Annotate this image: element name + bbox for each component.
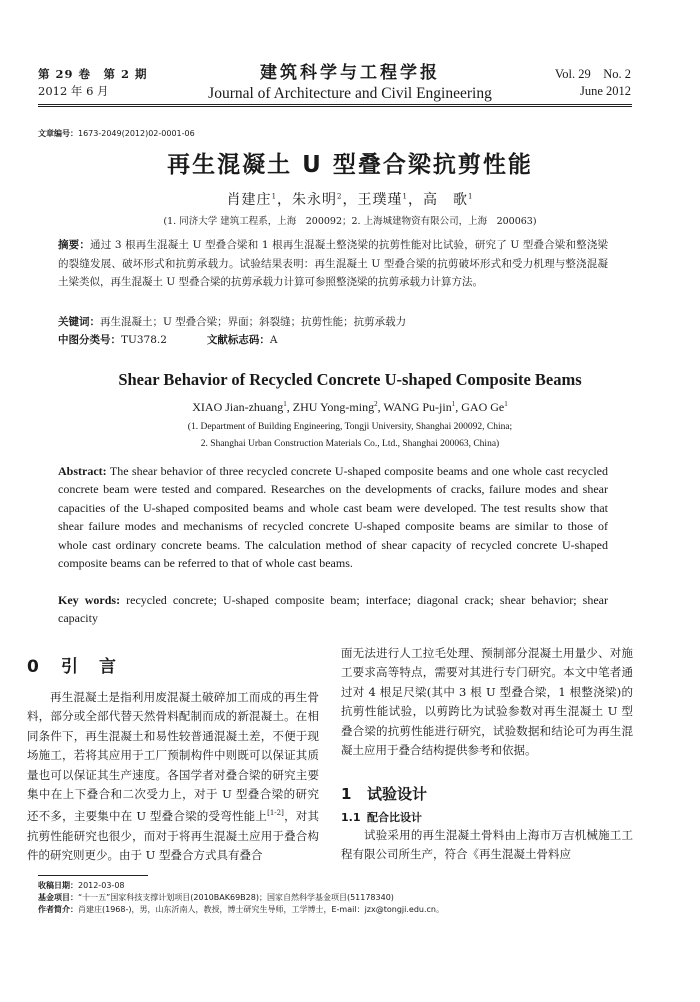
footnote-author xyxy=(38,904,638,916)
author-cn: 王璞瑾 xyxy=(357,192,403,208)
keywords-cn xyxy=(58,313,618,331)
paper-title-en: Shear Behavior of Recycled Concrete U-shaped Composite Beams xyxy=(118,370,582,389)
affiliation-en-line: 2. Shanghai Urban Construction Materials Co., Ltd., Shanghai 200063, China) xyxy=(200,439,500,449)
author-separator: , xyxy=(455,400,462,414)
section-1-heading xyxy=(341,783,427,804)
volume-issue-en: Vol. 29 No. 2 xyxy=(554,67,631,81)
header-rule xyxy=(38,104,632,105)
received-date: 2012-03-08 xyxy=(78,881,125,890)
article-number-value: 1673-2049(2012)02-0001-06 xyxy=(78,129,195,138)
author-en: GAO Ge xyxy=(461,400,505,414)
subsection-1-1-number: 1.1 xyxy=(341,811,361,824)
intro-paragraph xyxy=(27,688,319,865)
author-en: ZHU Yong-ming xyxy=(292,400,375,414)
received-label: 收稿日期： xyxy=(38,881,78,890)
article-number xyxy=(38,128,195,139)
footnote-received xyxy=(38,880,638,892)
author-affil-mark: 1 xyxy=(283,400,287,408)
author-affil-mark: 1 xyxy=(467,192,474,201)
abstract-en-text: The shear behavior of three recycled concrete U-shaped composite beams and one whole cast recycled concrete beam were tested and compared. Researches on the developments of cracks, failure modes and shear capacities of the U-shaped composited beams and whole cast beam were developed. The test results show that shear failure modes and mechanisms of recycled concrete U-shaped composite beams are similar to those of whole cast ordinary concrete beams. The calculation method of shear capacity of recycled concrete U-shaped composite beams can be referred to that of whole cast beams. xyxy=(58,464,608,571)
header-journal xyxy=(150,62,550,104)
subsection-1-1-heading xyxy=(341,809,422,825)
header-volume-en xyxy=(555,66,631,100)
author-cn: 肖建庄 xyxy=(226,192,272,208)
abstract-cn-text: 通过 3 根再生混凝土 U 型叠合梁和 1 根再生混凝土整浇梁的抗剪性能对比试验，研究了 U 型叠合梁和整浇梁的裂缝发展、破坏形式和抗剪承载力。试验结果表明：再生混凝土 U 型叠合梁的抗剪破坏形式和受力机理与整浇混凝土梁类似，再生混凝土 U 型叠合梁的抗剪承载力计算可参照整浇梁的抗剪承载力计算方法。 xyxy=(58,239,609,288)
author-cn: 朱永明 xyxy=(292,192,338,208)
section-1-number: 1 xyxy=(341,785,352,803)
section-1-body xyxy=(341,826,633,865)
intro-text-2: ，对其抗剪性能研究也很少，而对于将再生混凝土应用于叠合构件的研究则更少。由于 U 型叠合方式具有叠合 xyxy=(27,809,319,863)
footnote-fund xyxy=(38,892,638,904)
affiliation-en-line: (1. Department of Building Engineering, Tongji University, Shanghai 200092, China; xyxy=(187,422,513,432)
author-affil-mark: 1 xyxy=(271,192,278,201)
author-affil-mark: 2 xyxy=(337,192,343,201)
body-left-column xyxy=(27,688,319,865)
citation-ref[interactable]: [1-2] xyxy=(267,809,284,818)
clc-label: 中图分类号： xyxy=(58,334,121,346)
author-affil-mark: 1 xyxy=(402,192,408,201)
doc-code-value: A xyxy=(269,334,278,346)
header-rule-2 xyxy=(38,106,632,107)
author-separator: ， xyxy=(342,192,358,208)
date-en: June 2012 xyxy=(579,84,631,98)
mix-design-paragraph: 试验采用的再生混凝土骨料由上海市万吉机械施工工程有限公司所生产，符合《再生混凝土骨料应 xyxy=(341,828,633,862)
classification-line xyxy=(58,331,278,349)
paper-title-cn: 再生混凝土 U 型叠合梁抗剪性能 xyxy=(167,152,533,178)
volume-issue-cn: 第 29 卷 第 2 期 xyxy=(38,67,148,81)
journal-title-en: Journal of Architecture and Civil Engineering xyxy=(208,85,492,102)
author-bio-label: 作者简介： xyxy=(38,905,78,914)
abstract-en-label: Abstract: xyxy=(58,464,107,478)
section-1-title: 试验设计 xyxy=(367,785,428,803)
author-affil-mark: 1 xyxy=(504,400,508,408)
abstract-en xyxy=(58,462,608,572)
abstract-cn-label: 摘要： xyxy=(58,239,91,251)
keywords-en xyxy=(58,591,608,628)
doc-code-label: 文献标志码： xyxy=(206,334,270,346)
intro-continuation: 面无法进行人工拉毛处理、预制部分混凝土用量少、对施工要求高等特点，需要对其进行专门研究。本文中笔者通过对 4 根足尺梁(其中 3 根 U 型叠合梁，1 根整浇梁)的抗剪性能试验，以剪跨比为试验参数对再生混凝土 U 型叠合梁的抗剪性能进行研究，试验数据和结论可为再生混凝土应用于叠合结构提供参考和依据。 xyxy=(341,646,633,758)
authors-en xyxy=(0,400,700,415)
affiliation-cn: (1. 同济大学 建筑工程系，上海 200092；2. 上海城建物资有限公司，上海 200063) xyxy=(163,216,537,227)
author-bio-text: 肖建庄(1968-)，男，山东沂南人，教授，博士研究生导师，工学博士，E-mail：jzx@tongji.edu.cn。 xyxy=(78,905,444,914)
author-affil-mark: 2 xyxy=(374,400,378,408)
author-cn: 高 歌 xyxy=(422,192,468,208)
affiliation-en xyxy=(0,419,700,453)
author-separator: , xyxy=(377,400,384,414)
body-right-column xyxy=(341,644,633,760)
article-number-label: 文章编号： xyxy=(38,129,78,138)
section-0-title: 引 言 xyxy=(61,657,118,677)
abstract-cn xyxy=(58,236,608,292)
author-separator: ， xyxy=(277,192,293,208)
author-separator: , xyxy=(286,400,293,414)
subsection-1-1-title: 配合比设计 xyxy=(367,811,422,824)
fund-text: “十一五”国家科技支撑计划项目(2010BAK69B28)；国家自然科学基金项目(51178340) xyxy=(78,893,394,902)
date-cn: 2012 年 6 月 xyxy=(38,84,109,98)
fund-label: 基金项目： xyxy=(38,893,78,902)
keywords-cn-label: 关键词： xyxy=(58,316,100,328)
section-0-heading xyxy=(27,652,118,677)
clc-value: TU378.2 xyxy=(121,334,167,346)
intro-text: 再生混凝土是指利用废混凝土破碎加工而成的再生骨料，部分或全部代替天然骨料配制而成的新混凝土。在相同条件下，再生混凝土和易性较普通混凝土差，不便于现场施工，若将其应用于工厂预制构件中则既可以保证其质量也可以保证其生产速度。各国学者对叠合梁的研究主要集中在上下叠合和二次受力上，对于 U 型叠合梁的研究还不多，主要集中在 U 型叠合梁的受弯性能上 xyxy=(27,690,319,824)
footnote-rule xyxy=(38,875,148,876)
keywords-en-text: recycled concrete; U-shaped composite beam; interface; diagonal crack; shear behavior; shear capacity xyxy=(58,593,608,626)
author-en: XIAO Jian-zhuang xyxy=(192,400,284,414)
header-volume-cn xyxy=(38,66,148,100)
author-en: WANG Pu-jin xyxy=(383,400,452,414)
section-0-number: 0 xyxy=(27,657,41,677)
author-separator: ， xyxy=(407,192,423,208)
journal-title-cn: 建筑科学与工程学报 xyxy=(260,63,440,83)
author-affil-mark: 1 xyxy=(451,400,456,408)
authors-cn xyxy=(0,189,700,209)
keywords-en-label: Key words: xyxy=(58,593,121,607)
keywords-cn-text: 再生混凝土；U 型叠合梁；界面；斜裂缝；抗剪性能；抗剪承载力 xyxy=(100,316,407,328)
